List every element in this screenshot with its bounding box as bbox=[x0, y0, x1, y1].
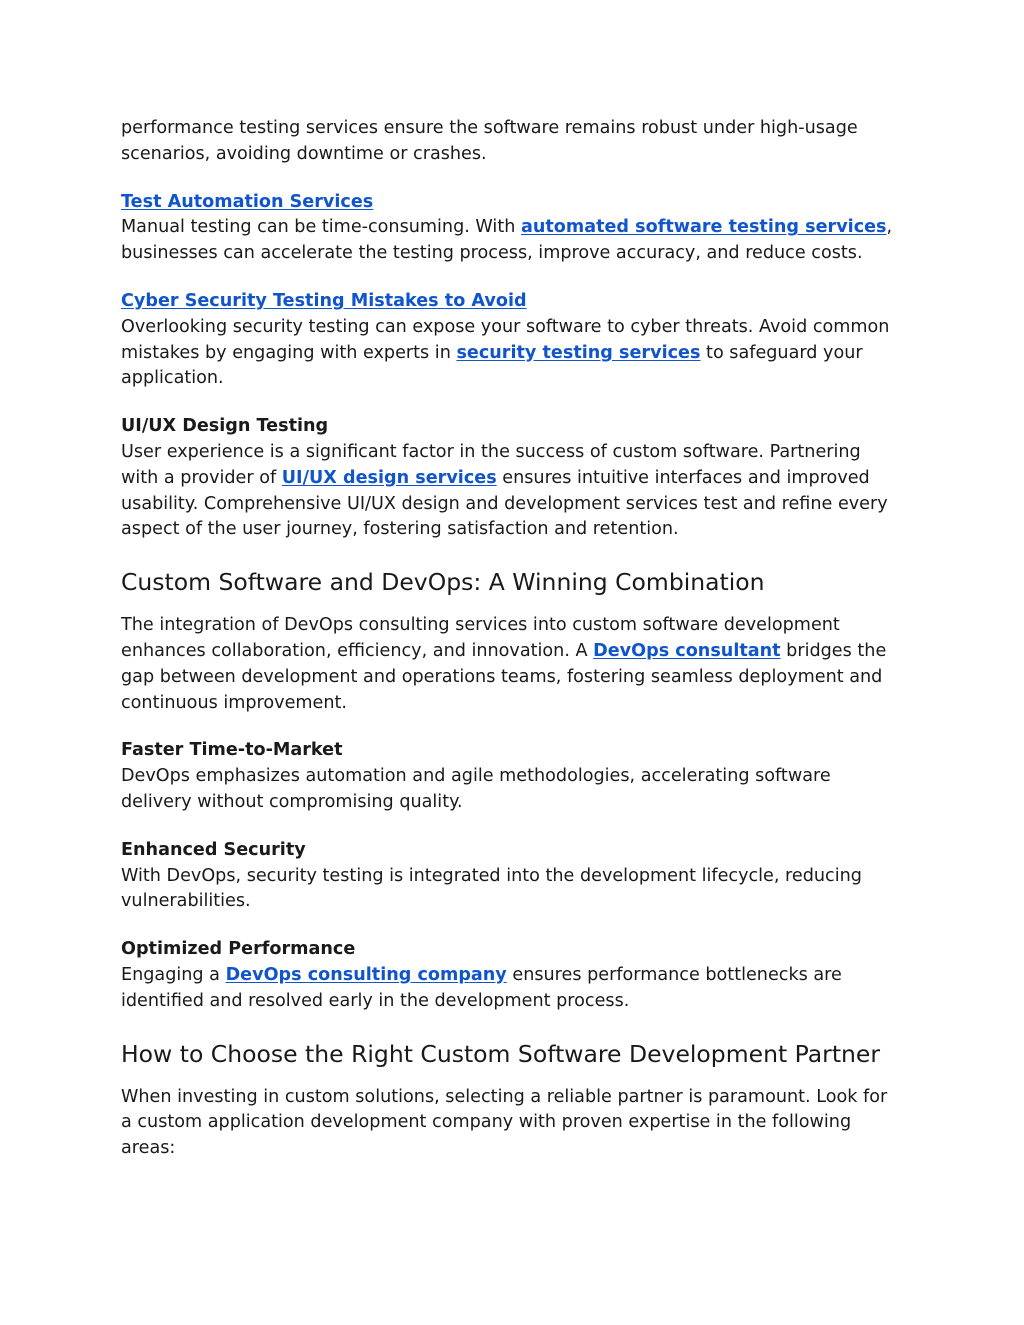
devops-company-link[interactable]: DevOps consulting company bbox=[225, 964, 507, 985]
optimized-block bbox=[121, 937, 901, 1014]
security-testing-link[interactable]: security testing services bbox=[456, 342, 701, 363]
devops-text-before: The integration of DevOps consulting services into custom software development enhances collaboration, efficiency, and innovation. A bbox=[121, 615, 840, 661]
faster-title: Faster Time-to-Market bbox=[121, 740, 343, 761]
enhanced-text: With DevOps, security testing is integrated into the development lifecycle, reducing vulnerabilities. bbox=[121, 865, 862, 912]
devops-heading: Custom Software and DevOps: A Winning Combination bbox=[121, 568, 765, 597]
devops-text-after: bridges the gap between development and operations teams, fostering seamless deployment and continuous improvement. bbox=[121, 640, 887, 713]
enhanced-title: Enhanced Security bbox=[121, 839, 306, 860]
intro-paragraph: performance testing services ensure the software remains robust under high-usage scenarios, avoiding downtime or crashes. bbox=[121, 118, 858, 164]
test-automation-text-after: , businesses can accelerate the testing process, improve accuracy, and reduce costs. bbox=[121, 217, 893, 264]
uiux-title: UI/UX Design Testing bbox=[121, 416, 329, 437]
uiux-block bbox=[121, 414, 901, 543]
enhanced-block bbox=[121, 838, 901, 915]
partner-heading: How to Choose the Right Custom Software Development Partner bbox=[121, 1039, 881, 1068]
devops-consultant-link[interactable]: DevOps consultant bbox=[593, 640, 781, 661]
optimized-text-before: Engaging a bbox=[121, 964, 226, 985]
devops-paragraph bbox=[121, 613, 901, 716]
optimized-text-after: ensures performance bottlenecks are identified and resolved early in the development process. bbox=[121, 964, 842, 1011]
uiux-text-after: ensures intuitive interfaces and improved usability. Comprehensive UI/UX design and development services test and refine every aspect of the user journey, fostering satisfaction and retention. bbox=[121, 467, 888, 540]
uiux-design-link[interactable]: UI/UX design services bbox=[281, 467, 497, 488]
cyber-security-text-before: Overlooking security testing can expose your software to cyber threats. Avoid common mistakes by engaging with experts in bbox=[121, 316, 890, 363]
uiux-text-before: User experience is a significant factor in the success of custom software. Partnering with a provider of bbox=[121, 441, 861, 488]
automated-testing-link[interactable]: automated software testing services bbox=[520, 217, 887, 238]
cyber-security-text-after: to safeguard your application. bbox=[121, 342, 863, 389]
optimized-title: Optimized Performance bbox=[121, 939, 356, 960]
test-automation-text-before: Manual testing can be time-consuming. With bbox=[121, 217, 521, 238]
faster-block bbox=[121, 738, 901, 815]
test-automation-block bbox=[121, 190, 901, 267]
document-page bbox=[121, 116, 901, 1162]
faster-text: DevOps emphasizes automation and agile methodologies, accelerating software delivery without compromising quality. bbox=[121, 766, 831, 812]
cyber-security-block bbox=[121, 289, 901, 392]
cyber-security-title-link[interactable]: Cyber Security Testing Mistakes to Avoid bbox=[121, 290, 527, 311]
partner-paragraph: When investing in custom solutions, selecting a reliable partner is paramount. Look for a custom application development company with proven expertise in the following areas: bbox=[121, 1086, 888, 1159]
test-automation-title-link[interactable]: Test Automation Services bbox=[121, 191, 374, 212]
